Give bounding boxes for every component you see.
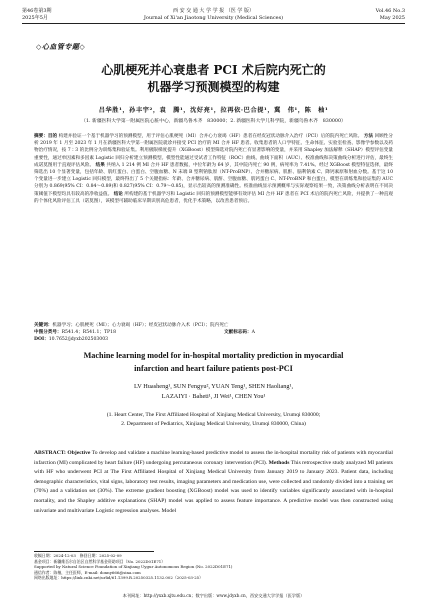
keywords-text: 机器学习；心肌梗死（MI）；心力衰竭（HF）；经皮冠状动脉介入术（PCI）；院内死亡 bbox=[52, 323, 229, 328]
doi-text: 10.7652/jdyxb202503003 bbox=[48, 337, 109, 342]
doi-label: DOI： bbox=[34, 337, 49, 342]
chinese-title bbox=[0, 62, 427, 96]
en-methods-text: This retrospective study analyzed MI patients with HF who underwent PCI at The First Affiliated Hospital of Xinjiang Medical University from January 2019 to January 2023. Patient data, including demographic characteristics, vital signs, laboratory test results, imaging parameters and medication use, were collected and randomly divided into a training set (70%) and a validation set (30%). The extreme gradient boosting (XGBoost) model was used to identify variables significantly associated with in-hospital mortality, and the Shapley additive explanations (SHAP) model was applied to assess feature importance. A predictive model was then constructed using univariate and multivariate Logistic regression analyses. Model bbox=[34, 459, 393, 514]
conclusion-text: 所构建的基于机器学习和 Logistic 回归的预测模型能够有效评估 MI 合并 HF 患者在 PCI 术后的院内死亡风险，并提供了一种直观的个体化风险评估工具（诺莫图），该模型可辅助临床早期识别高危患者，优化手术策略，以改善患者预后。 bbox=[34, 191, 393, 204]
methods-label: 方法 bbox=[363, 134, 374, 139]
chinese-abstract bbox=[34, 133, 393, 205]
chinese-title-line2: 机器学习预测模型的构建 bbox=[147, 80, 280, 94]
en-abstract-label: ABSTRACT: bbox=[34, 450, 66, 456]
objective-label: 目的 bbox=[47, 134, 58, 139]
english-affiliation bbox=[40, 411, 387, 429]
chinese-affiliation: （1. 新疆医科大学第一附属医院心脏中心，新疆乌鲁木齐 830000；2. 新疆医科大学儿科学院，新疆乌鲁木齐 830000） bbox=[81, 119, 346, 124]
keywords-label: 关键词： bbox=[34, 323, 53, 328]
english-authors-line1: LV Huasheng¹, SUN Fengyu², YUAN Teng¹, SHEN Haoliang¹, bbox=[133, 383, 294, 390]
footnote-fund-cn: 基金项目：新疆维吾尔自治区自然科学基金资助项目（No. 2022D01E71） bbox=[34, 558, 166, 564]
doc-code-label: 文献标志码： bbox=[224, 330, 252, 335]
footnotes bbox=[34, 553, 393, 581]
journal-url: 本刊网址：http://yxxb.xjtu.edu.cn；数字出版：www.jdyxb.cn，西安交通大学学报（医学版） bbox=[122, 593, 305, 598]
english-affil-line2: 2. Department of Pediatrics, Xinjiang Medical University, Urumqi 830000, China) bbox=[121, 421, 306, 427]
english-authors-line2: LAZAIYI · Baheti¹, JI Wei¹, CHEN You¹ bbox=[161, 392, 266, 400]
english-title-line2: infarction and heart failure patients post-PCI bbox=[134, 363, 293, 373]
footnote-received: 收稿日期：2024-12-03 修回日期：2025-02-09 bbox=[34, 553, 122, 558]
doi-line bbox=[34, 336, 393, 343]
methods-text: 回顾性分析 2019 年 1 月至 2023 年 1 月在新疆医科大学第一附属医院就诊并接受 PCI 治疗的 MI 合并 HF 患者。收集患者的人口学特征、生命体征、实验室检查、影像学参数以及药物治疗情况，按 7∶3 的比例分为训练集和验证集。利用极限梯度提升（XGBoost）模型筛选对院内死亡有显著影响的变量，并采用 Shapley 加法解释（SHAP）模型评估变量重要性，通过单因素和多因素 Logistic 回归分析建立预测模型。模型性能通过受试者工作特征（ROC）曲线、曲线下面积（AUC）、校准曲线和决策曲线分析进行评估，最终生成诺莫图用于直观评估风险。 bbox=[34, 134, 393, 168]
chinese-authors: 吕华胜¹，孙丰宇²，袁 腾¹，沈好亮¹，拉再依·巴合提¹，冀 伟¹，陈 柚¹ bbox=[98, 107, 329, 114]
results-text: 共纳入 1 214 例 MI 合并 HF 患者数据，中位年龄为 64 岁，其中院内死亡 90 例，病死率为 7.41%。经过 XGBoost 模型特征选择，最终筛选出 10 个显著变量，包括年龄、肌红蛋白、白蛋白、空腹血糖、N 末端 B 型利钠肽原（NT-ProBNP）、合并糖尿病、肌酐、脑利钠素 C、降钙素原和射血分数。基于这 10 个变量进一步建立 Logistic 回归模型，最终得出了 5 个关键指标：年龄、合并糖尿病、肌酐、空腹血糖、肌钙蛋白 C、NT-ProBNP 和白蛋白，模型在训练集和验证集的 AUC 分别为 0.869(95% CI：0.84～0.89)和 0.827(95% CI：0.79～0.85)，显示出较高的预测准确性。校准曲线显示预测概率与实际观察结果一致，决策曲线分析表明在不同决策阈值下模型均具有较高的净收益值。 bbox=[34, 162, 393, 197]
header-volume-en: Vol.46 No.3 bbox=[375, 8, 405, 14]
english-title bbox=[40, 350, 387, 375]
section-tag: ◇心血管专题◇ bbox=[36, 42, 86, 51]
doc-code-text: A bbox=[251, 330, 255, 335]
english-abstract bbox=[34, 449, 393, 516]
abstract-label: 摘要： bbox=[34, 134, 48, 139]
header-date-en: May 2025 bbox=[379, 14, 405, 21]
header-rule bbox=[22, 23, 405, 24]
clc-text: R541.4；R541.1；TP18 bbox=[61, 330, 116, 335]
en-methods-label: Methods bbox=[268, 459, 290, 466]
footnote-correspondence: 通信作者：陈柚，主任医师，E-mail: donny666@sina.com bbox=[34, 569, 141, 575]
clc-label: 中图分类号： bbox=[34, 330, 62, 335]
en-objective-text: To develop and validate a machine learning-based predictive model to assess the in-hospital mortality risk of patients with myocardial infarction (MI) complicated by heart failure (HF) undergoing percutaneous coronary intervention (PCI). bbox=[34, 450, 393, 466]
header-journal-en: Journal of Xi'an Jiaotong University (Medical Sciences) bbox=[143, 14, 284, 21]
results-label: 结果 bbox=[95, 162, 105, 168]
conclusion-label: 结论 bbox=[113, 191, 123, 197]
english-authors bbox=[40, 382, 387, 401]
en-objective-label: Objective bbox=[67, 450, 91, 456]
english-affil-line1: (1. Heart Center, The First Affiliated Hospital of Xinjiang Medical University, Urumqi 830000; bbox=[106, 412, 321, 418]
footnote-rule bbox=[34, 551, 154, 552]
header-date-cn: 2025年5月 bbox=[22, 14, 48, 21]
header-journal-cn: 西 安 交 通 大 学 学 报 （医 学 版） bbox=[173, 8, 254, 14]
footnote-fund-en: Supported by Natural Science Foundation of Xinjiang Uygur Autonomous Region (No. 2022D01E71) bbox=[34, 564, 233, 570]
header-volume-cn: 第46卷第3期 bbox=[22, 8, 52, 14]
header-right bbox=[376, 8, 405, 21]
header-center bbox=[22, 8, 405, 21]
english-title-line1: Machine learning model for in-hospital mortality prediction in myocardial bbox=[83, 351, 344, 360]
running-header bbox=[22, 8, 405, 30]
footnote-online: 网络出版地址：https://link.cnki.net/urlid/61.1399.R.20250325.1132.002（2025-03-25） bbox=[34, 575, 204, 581]
chinese-title-line1: 心肌梗死并心衰患者 PCI 术后院内死亡的 bbox=[101, 63, 326, 77]
objective-text: 构建并验证一个基于机器学习的预测模型，用于评估心肌梗死（MI）合并心力衰竭（HF）患者在经皮冠状动脉介入治疗（PCI）后的院内死亡风险。 bbox=[58, 134, 363, 139]
